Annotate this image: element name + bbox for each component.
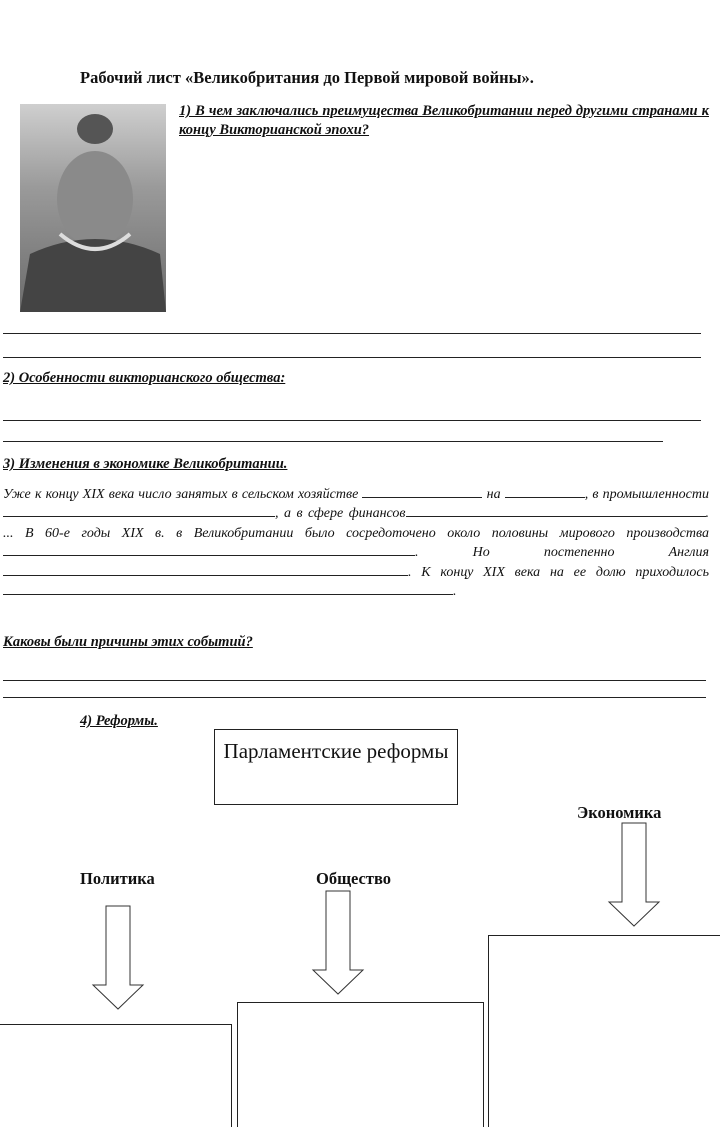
text: . Но постепенно Англия	[415, 545, 709, 561]
blank-field[interactable]	[505, 485, 585, 498]
down-arrow-icon	[91, 905, 145, 1011]
economy-label: Экономика	[577, 803, 662, 822]
answer-line[interactable]	[3, 357, 701, 358]
text: . К концу XIX века на ее долю приходилось	[408, 564, 709, 580]
question-4: 4) Реформы.	[80, 713, 158, 729]
portrait-image-icon	[20, 104, 166, 312]
down-arrow-icon	[311, 890, 365, 996]
society-label: Общество	[316, 869, 392, 888]
parliamentary-reforms-box	[214, 729, 458, 805]
text: Уже к концу XIX века число занятых в сельском хозяйстве	[3, 487, 363, 502]
answer-line[interactable]	[3, 420, 701, 421]
blank-field[interactable]	[3, 504, 275, 517]
blank-field[interactable]	[3, 543, 415, 556]
text: , в промышленности	[584, 487, 709, 502]
center-label: Парламентские реформы	[223, 739, 449, 763]
blank-field[interactable]	[3, 582, 453, 595]
text: , а в сфере финансов	[275, 506, 406, 522]
society-answer-box[interactable]	[237, 1002, 484, 1127]
answer-line[interactable]	[3, 697, 706, 698]
question-causes: Каковы были причины этих событий?	[3, 634, 253, 650]
politics-label: Политика	[80, 869, 155, 888]
text: на	[482, 487, 505, 502]
fill-in-paragraph	[3, 485, 709, 601]
question-3: 3) Изменения в экономике Великобритании.	[3, 456, 288, 472]
down-arrow-icon	[607, 822, 661, 928]
worksheet-title: Рабочий лист «Великобритания до Первой мировой войны».	[80, 68, 534, 87]
question-2: 2) Особенности викторианского общества:	[3, 370, 286, 386]
answer-line[interactable]	[3, 441, 663, 442]
question-1: 1) В чем заключались преимущества Великобритании перед другими странами к концу Викторианской эпохи?	[179, 103, 709, 138]
text: .	[453, 584, 457, 600]
answer-line[interactable]	[3, 680, 706, 681]
text: . ... В 60-е годы XIX в. в Великобритании было сосредоточено около половины мирового производства	[3, 506, 709, 541]
politics-answer-box[interactable]	[0, 1024, 232, 1127]
blank-field[interactable]	[406, 504, 706, 517]
economy-answer-box[interactable]	[488, 935, 720, 1127]
blank-field[interactable]	[362, 485, 482, 498]
queen-victoria-portrait	[20, 104, 166, 312]
blank-field[interactable]	[3, 563, 408, 576]
answer-line[interactable]	[3, 333, 701, 334]
